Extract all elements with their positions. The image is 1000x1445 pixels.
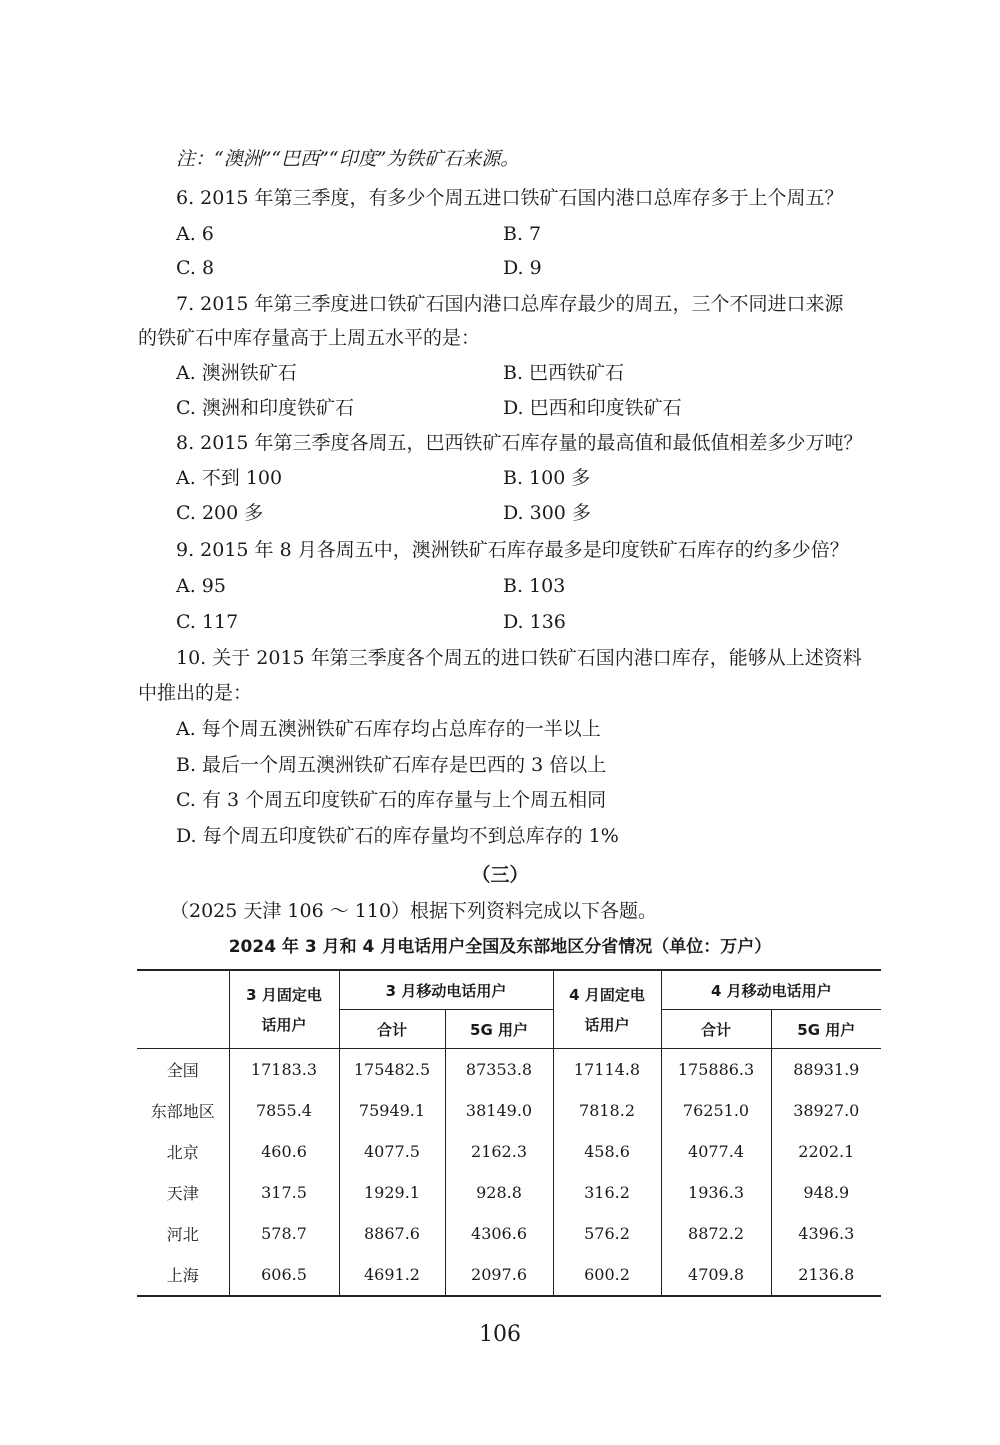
table-cell: 1936.3 xyxy=(661,1172,771,1213)
question-9-option-c: C. 117 xyxy=(176,611,239,633)
header-mar-total: 合计 xyxy=(339,1010,445,1049)
table-row xyxy=(137,1172,881,1213)
table-cell: 75949.1 xyxy=(339,1090,445,1131)
question-6-option-a: A. 6 xyxy=(176,223,214,245)
question-7-text-cont: 的铁矿石中库存量高于上周五水平的是： xyxy=(138,327,481,349)
header-mar-mobile: 3 月移动电话用户 xyxy=(339,970,553,1010)
table-row xyxy=(137,1131,881,1172)
table-cell: 576.2 xyxy=(553,1213,661,1254)
question-8-text: 8. 2015 年第三季度各周五，巴西铁矿石库存量的最高值和最低值相差多少万吨？ xyxy=(176,432,863,454)
header-apr-fixed-line1: 4 月固定电 xyxy=(569,985,645,1004)
table-cell: 578.7 xyxy=(229,1213,339,1254)
header-mar-fixed xyxy=(229,970,339,1049)
table-cell: 175886.3 xyxy=(661,1049,771,1091)
table-cell: 7818.2 xyxy=(553,1090,661,1131)
table-cell: 38927.0 xyxy=(771,1090,881,1131)
table-cell: 76251.0 xyxy=(661,1090,771,1131)
table-cell: 17114.8 xyxy=(553,1049,661,1091)
table-cell: 17183.3 xyxy=(229,1049,339,1091)
header-mar-5g: 5G 用户 xyxy=(445,1010,553,1049)
row-name: 天津 xyxy=(166,1184,199,1203)
question-6-option-d: D. 9 xyxy=(503,257,542,279)
question-10-text-cont: 中推出的是： xyxy=(138,682,253,704)
question-6-text: 6. 2015 年第三季度，有多少个周五进口铁矿石国内港口总库存多于上个周五？ xyxy=(176,187,844,209)
header-apr-fixed xyxy=(553,970,661,1049)
header-empty-cell xyxy=(137,970,229,1049)
table-cell: 458.6 xyxy=(553,1131,661,1172)
question-7-option-d: D. 巴西和印度铁矿石 xyxy=(503,397,682,419)
table-cell: 38149.0 xyxy=(445,1090,553,1131)
question-7-option-c: C. 澳洲和印度铁矿石 xyxy=(176,397,354,419)
question-8-option-a: A. 不到 100 xyxy=(176,467,283,489)
table-cell: 4709.8 xyxy=(661,1254,771,1296)
table-cell: 7855.4 xyxy=(229,1090,339,1131)
row-name: 上海 xyxy=(137,1254,229,1296)
table-cell: 4077.5 xyxy=(339,1131,445,1172)
table-title: 2024 年 3 月和 4 月电话用户全国及东部地区分省情况（单位：万户） xyxy=(228,937,772,957)
question-10-text: 10. 关于 2015 年第三季度各个周五的进口铁矿石国内港口库存，能够从上述资料 xyxy=(176,647,862,669)
row-name: 河北 xyxy=(166,1225,199,1244)
question-6-option-c: C. 8 xyxy=(176,257,215,279)
table-cell: 87353.8 xyxy=(445,1049,553,1091)
table-cell: 928.8 xyxy=(445,1172,553,1213)
table-cell: 8867.6 xyxy=(339,1213,445,1254)
header-apr-5g: 5G 用户 xyxy=(771,1010,881,1049)
question-9-option-a: A. 95 xyxy=(176,575,226,597)
row-name: 北京 xyxy=(166,1143,199,1162)
table-cell: 1929.1 xyxy=(339,1172,445,1213)
question-10-option-b: B. 最后一个周五澳洲铁矿石库存是巴西的 3 倍以上 xyxy=(176,754,607,776)
question-8-option-b: B. 100 多 xyxy=(503,467,591,489)
question-6-option-b: B. 7 xyxy=(503,223,542,245)
table-cell: 2202.1 xyxy=(771,1131,881,1172)
table-cell: 316.2 xyxy=(553,1172,661,1213)
table-cell: 606.5 xyxy=(229,1254,339,1296)
section-intro: （2025 天津 106 ～ 110）根据下列资料完成以下各题。 xyxy=(170,900,658,922)
question-7-option-a: A. 澳洲铁矿石 xyxy=(176,362,297,384)
table-cell: 8872.2 xyxy=(661,1213,771,1254)
table-cell: 175482.5 xyxy=(339,1049,445,1091)
table-cell: 600.2 xyxy=(553,1254,661,1296)
question-9-option-b: B. 103 xyxy=(503,575,566,597)
section-title: （三） xyxy=(471,864,529,886)
question-9-option-d: D. 136 xyxy=(503,611,566,633)
header-apr-total: 合计 xyxy=(661,1010,771,1049)
question-7-text: 7. 2015 年第三季度进口铁矿石国内港口总库存最少的周五，三个不同进口来源 xyxy=(176,293,844,315)
question-10-option-c: C. 有 3 个周五印度铁矿石的库存量与上个周五相同 xyxy=(176,789,607,811)
table-cell: 2136.8 xyxy=(771,1254,881,1296)
telephone-users-table xyxy=(137,969,881,1297)
row-name: 东部地区 xyxy=(150,1102,215,1121)
header-mar-fixed-line1: 3 月固定电 xyxy=(246,985,322,1004)
source-note: 注：“澳洲”“巴西”“印度”为铁矿石来源。 xyxy=(176,148,520,170)
table-cell: 88931.9 xyxy=(771,1049,881,1091)
table-cell: 948.9 xyxy=(771,1172,881,1213)
question-8-option-c: C. 200 多 xyxy=(176,502,264,524)
table-cell: 4077.4 xyxy=(661,1131,771,1172)
table-row xyxy=(137,1090,881,1131)
table-row xyxy=(137,1049,881,1091)
row-name: 全国 xyxy=(166,1061,199,1080)
page-number: 106 xyxy=(479,1322,521,1347)
header-apr-fixed-line2: 话用户 xyxy=(584,1015,630,1034)
table-cell: 2097.6 xyxy=(445,1254,553,1296)
question-10-option-a: A. 每个周五澳洲铁矿石库存均占总库存的一半以上 xyxy=(176,718,601,740)
question-9-text: 9. 2015 年 8 月各周五中，澳洲铁矿石库存最多是印度铁矿石库存的约多少倍？ xyxy=(176,539,849,561)
table-cell: 4691.2 xyxy=(339,1254,445,1296)
table-row xyxy=(137,1213,881,1254)
question-10-option-d: D. 每个周五印度铁矿石的库存量均不到总库存的 1% xyxy=(176,825,619,847)
table-row xyxy=(137,1254,881,1296)
question-8-option-d: D. 300 多 xyxy=(503,502,591,524)
header-apr-mobile: 4 月移动电话用户 xyxy=(661,970,881,1010)
table-cell: 4306.6 xyxy=(445,1213,553,1254)
table-cell: 460.6 xyxy=(229,1131,339,1172)
question-7-option-b: B. 巴西铁矿石 xyxy=(503,362,625,384)
table-cell: 4396.3 xyxy=(771,1213,881,1254)
table-cell: 2162.3 xyxy=(445,1131,553,1172)
table-cell: 317.5 xyxy=(229,1172,339,1213)
header-mar-fixed-line2: 话用户 xyxy=(261,1015,307,1034)
